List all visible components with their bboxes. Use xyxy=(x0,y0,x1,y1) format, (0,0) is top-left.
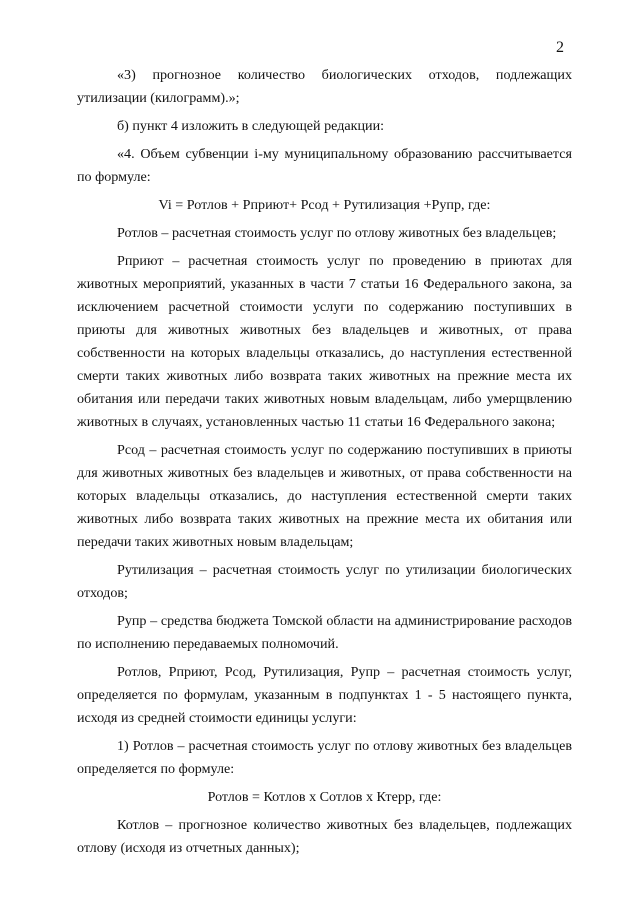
def-kotlov: Котлов – прогнозное количество животных без владельцев, подлежащих отлову (исходя из отчетных данных); xyxy=(77,817,572,856)
page-number: 2 xyxy=(556,39,564,56)
item-b-amendment: б) пункт 4 изложить в следующей редакции: xyxy=(117,118,385,134)
item-4-subsidy-volume: «4. Объем субвенции i-му муниципальному образованию рассчитывается по формуле: xyxy=(77,146,572,185)
def-rutilizatsiya: Рутилизация – расчетная стоимость услуг по утилизации биологических отходов; xyxy=(77,562,572,601)
def-rotlov: Ротлов – расчетная стоимость услуг по отлову животных без владельцев; xyxy=(117,225,557,241)
def-rsod: Рсод – расчетная стоимость услуг по содержанию поступивших в приюты для животных животных без владельцев и животных, от права собственности на которых владельцы отказались, до наступления естественной смерти таких животных либо возврата таких животных на прежние места их обитания или передачи таких животных новым владельцам; xyxy=(77,442,572,550)
formula-rotlov: Ротлов = Котлов x Сотлов x Ктерр, где: xyxy=(207,789,442,805)
def-rpriyut: Рприют – расчетная стоимость услуг по проведению в приютах для животных мероприятий, указанных в части 7 статьи 16 Федерального закона, за исключением расчетной стоимости услуги по содержанию поступивших в приюты для животных животных без владельцев и животных, от права собственности на которых владельцы отказались, до наступления естественной смерти таких животных либо возврата таких животных на прежние места их обитания или передачи таких животных новым владельцам, либо умерщвлению животных в случаях, установленных частью 11 статьи 16 Федерального закона; xyxy=(77,253,572,430)
document-body xyxy=(77,64,572,865)
subitem-1-rotlov: 1) Ротлов – расчетная стоимость услуг по отлову животных без владельцев определяется по формуле: xyxy=(77,738,572,777)
calc-note: Ротлов, Рприют, Рсод, Рутилизация, Рупр – расчетная стоимость услуг, определяется по формулам, указанным в подпунктах 1 - 5 настоящего пункта, исходя из средней стоимости единицы услуги: xyxy=(77,664,572,726)
formula-vi: Vi = Ротлов + Рприют+ Рсод + Рутилизация +Рупр, где: xyxy=(158,197,491,213)
def-rupr: Рупр – средства бюджета Томской области на администрирование расходов по исполнению передаваемых полномочий. xyxy=(77,613,572,652)
item-3-forecast-quantity: «3) прогнозное количество биологических отходов, подлежащих утилизации (килограмм).»; xyxy=(77,67,572,106)
